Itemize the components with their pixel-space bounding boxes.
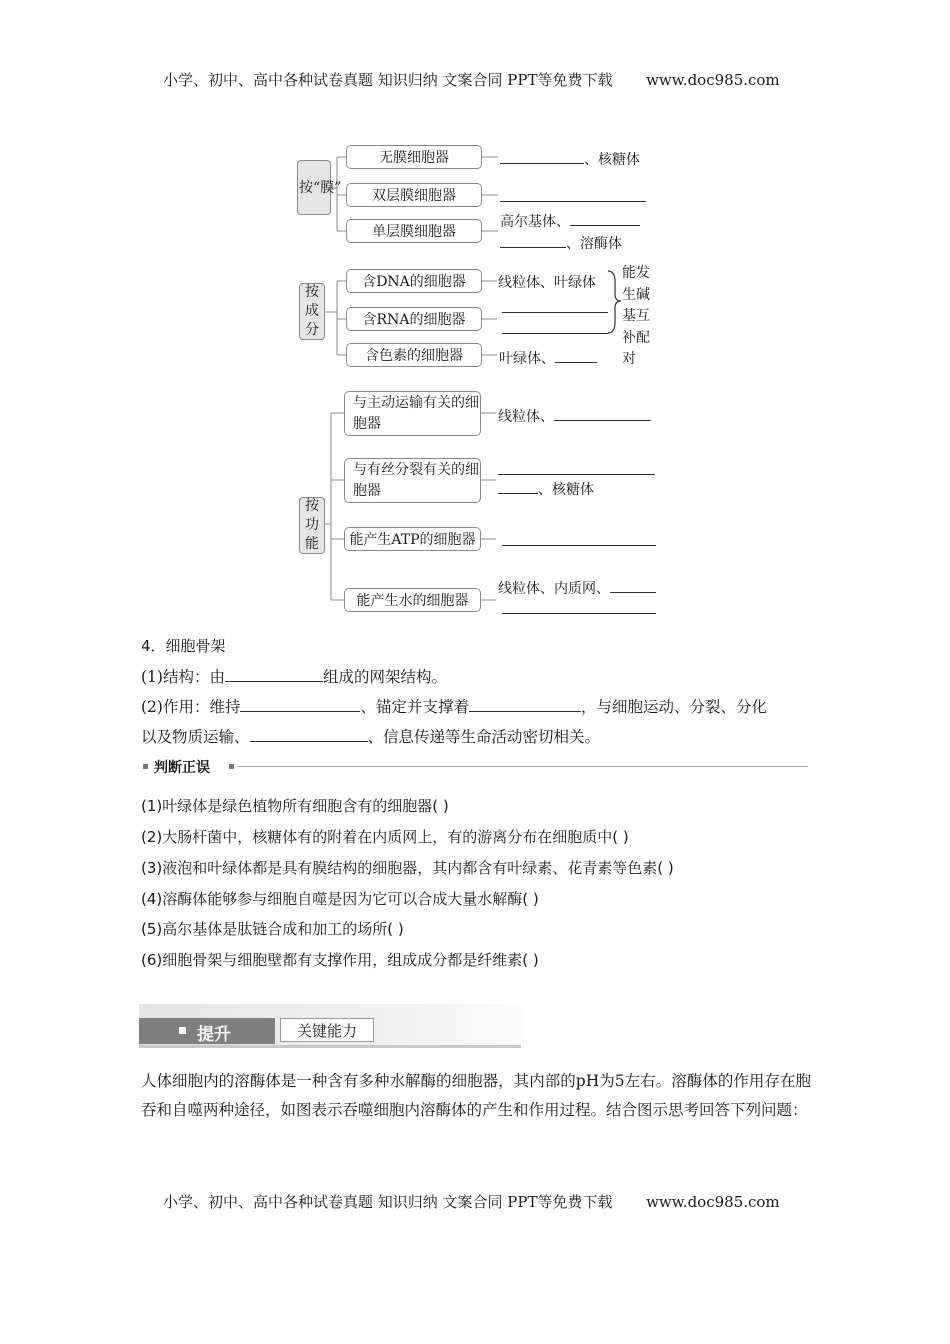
box-no-membrane: 无膜细胞器 (346, 145, 482, 169)
category-membrane: 按“膜” (297, 160, 331, 215)
box-pigment: 含色素的细胞器 (346, 343, 482, 367)
judge-item: (5)高尔基体是肽链合成和加工的场所( ) (141, 920, 404, 938)
judge-item: (2)大肠杆菌中，核糖体有的附着在内质网上，有的游离分布在细胞质中( ) (141, 828, 629, 846)
judge-title: 判断正误 (154, 760, 210, 776)
page-footer (163, 1191, 780, 1212)
blank[interactable] (610, 577, 656, 593)
blank[interactable] (498, 478, 538, 494)
blank[interactable] (240, 696, 360, 712)
box-water: 能产生水的细胞器 (344, 588, 481, 612)
blank[interactable] (554, 405, 651, 421)
cytoskeleton-function-line2: 以及物质运输、 、信息传递等生命活动密切相关。 (141, 728, 601, 746)
judge-item: (4)溶酶体能够参与细胞自噬是因为它可以合成大量水解酶( ) (141, 890, 539, 908)
square-bullet-icon (143, 764, 148, 769)
blank[interactable] (500, 232, 566, 248)
judge-item: (6)细胞骨架与细胞壁都有支撑作用，组成成分都是纤维素( ) (141, 951, 539, 969)
blank[interactable] (570, 210, 640, 226)
blank[interactable] (250, 726, 368, 742)
box-mitosis: 与有丝分裂有关的细胞器 (344, 458, 481, 503)
judge-header (141, 759, 809, 775)
section-tag (139, 1018, 275, 1044)
answer-no-membrane: 、核糖体 (500, 148, 640, 169)
answer-single-membrane-line2: 、溶酶体 (500, 232, 622, 253)
blank[interactable] (555, 347, 597, 363)
blank[interactable] (498, 459, 655, 475)
answer-rna-line2 (502, 318, 608, 338)
blank[interactable] (502, 530, 656, 546)
brace-mark (608, 271, 621, 333)
box-single-membrane: 单层膜细胞器 (346, 219, 482, 243)
blank[interactable] (502, 297, 608, 313)
blank[interactable] (225, 666, 323, 682)
brace-note: 能发生碱基互补配对 (622, 265, 650, 367)
blank[interactable] (469, 696, 581, 712)
answer-atp (502, 530, 656, 550)
box-rna: 含RNA的细胞器 (346, 307, 482, 331)
section-banner (139, 1004, 521, 1048)
section-tag-label: 提升 (197, 1025, 231, 1045)
judge-item: (3)液泡和叶绿体都是具有膜结构的细胞器，其内都含有叶绿素、花青素等色素( ) (141, 859, 674, 877)
footer-text: 小学、初中、高中各种试卷真题 知识归纳 文案合同 PPT等免费下载 (163, 1193, 613, 1211)
judge-item: (1)叶绿体是绿色植物所有细胞含有的细胞器( ) (141, 797, 449, 815)
section-title: 关键能力 (280, 1018, 374, 1042)
answer-dna: 线粒体、叶绿体 (498, 275, 596, 291)
blank[interactable] (500, 186, 646, 202)
cytoskeleton-structure: (1)结构：由 组成的网架结构。 (141, 668, 447, 686)
square-bullet-icon (229, 764, 234, 769)
cytoskeleton-title: 4．细胞骨架 (141, 637, 226, 655)
answer-water-line1: 线粒体、内质网、 (498, 577, 656, 598)
answer-active-transport: 线粒体、 (498, 405, 651, 426)
answer-mitosis-line1 (498, 459, 655, 479)
category-function: 按功能 (299, 497, 325, 554)
cytoskeleton-function-line1: (2)作用：维持 、锚定并支撑着 ，与细胞运动、分裂、分化 (141, 698, 767, 716)
square-bullet-icon (179, 1027, 186, 1034)
box-double-membrane: 双层膜细胞器 (346, 183, 482, 207)
box-atp: 能产生ATP的细胞器 (344, 527, 481, 551)
category-composition: 按成分 (299, 283, 325, 340)
header-text: 小学、初中、高中各种试卷真题 知识归纳 文案合同 PPT等免费下载 (163, 71, 613, 89)
footer-url: www.doc985.com (646, 1193, 780, 1211)
blank[interactable] (500, 148, 584, 164)
answer-water-line2 (502, 598, 656, 618)
intro-paragraph: 人体细胞内的溶酶体是一种含有多种水解酶的细胞器，其内部的pH为5左右。溶酶体的作用存在胞吞和自噬两种途径，如图表示吞噬细胞内溶酶体的产生和作用过程。结合图示思考回答下列问题： (141, 1072, 811, 1119)
header-url: www.doc985.com (646, 71, 780, 89)
blank[interactable] (502, 598, 656, 614)
blank[interactable] (502, 318, 608, 334)
banner-underline (139, 1045, 521, 1048)
answer-rna-line1 (502, 297, 608, 317)
answer-mitosis-line2: 、核糖体 (498, 478, 594, 499)
answer-pigment: 叶绿体、 (499, 347, 597, 368)
answer-double-membrane (500, 186, 646, 206)
box-active-transport: 与主动运输有关的细胞器 (344, 391, 481, 436)
answer-single-membrane-line1: 高尔基体、 (500, 210, 640, 231)
box-dna: 含DNA的细胞器 (346, 269, 482, 293)
divider (238, 766, 808, 767)
